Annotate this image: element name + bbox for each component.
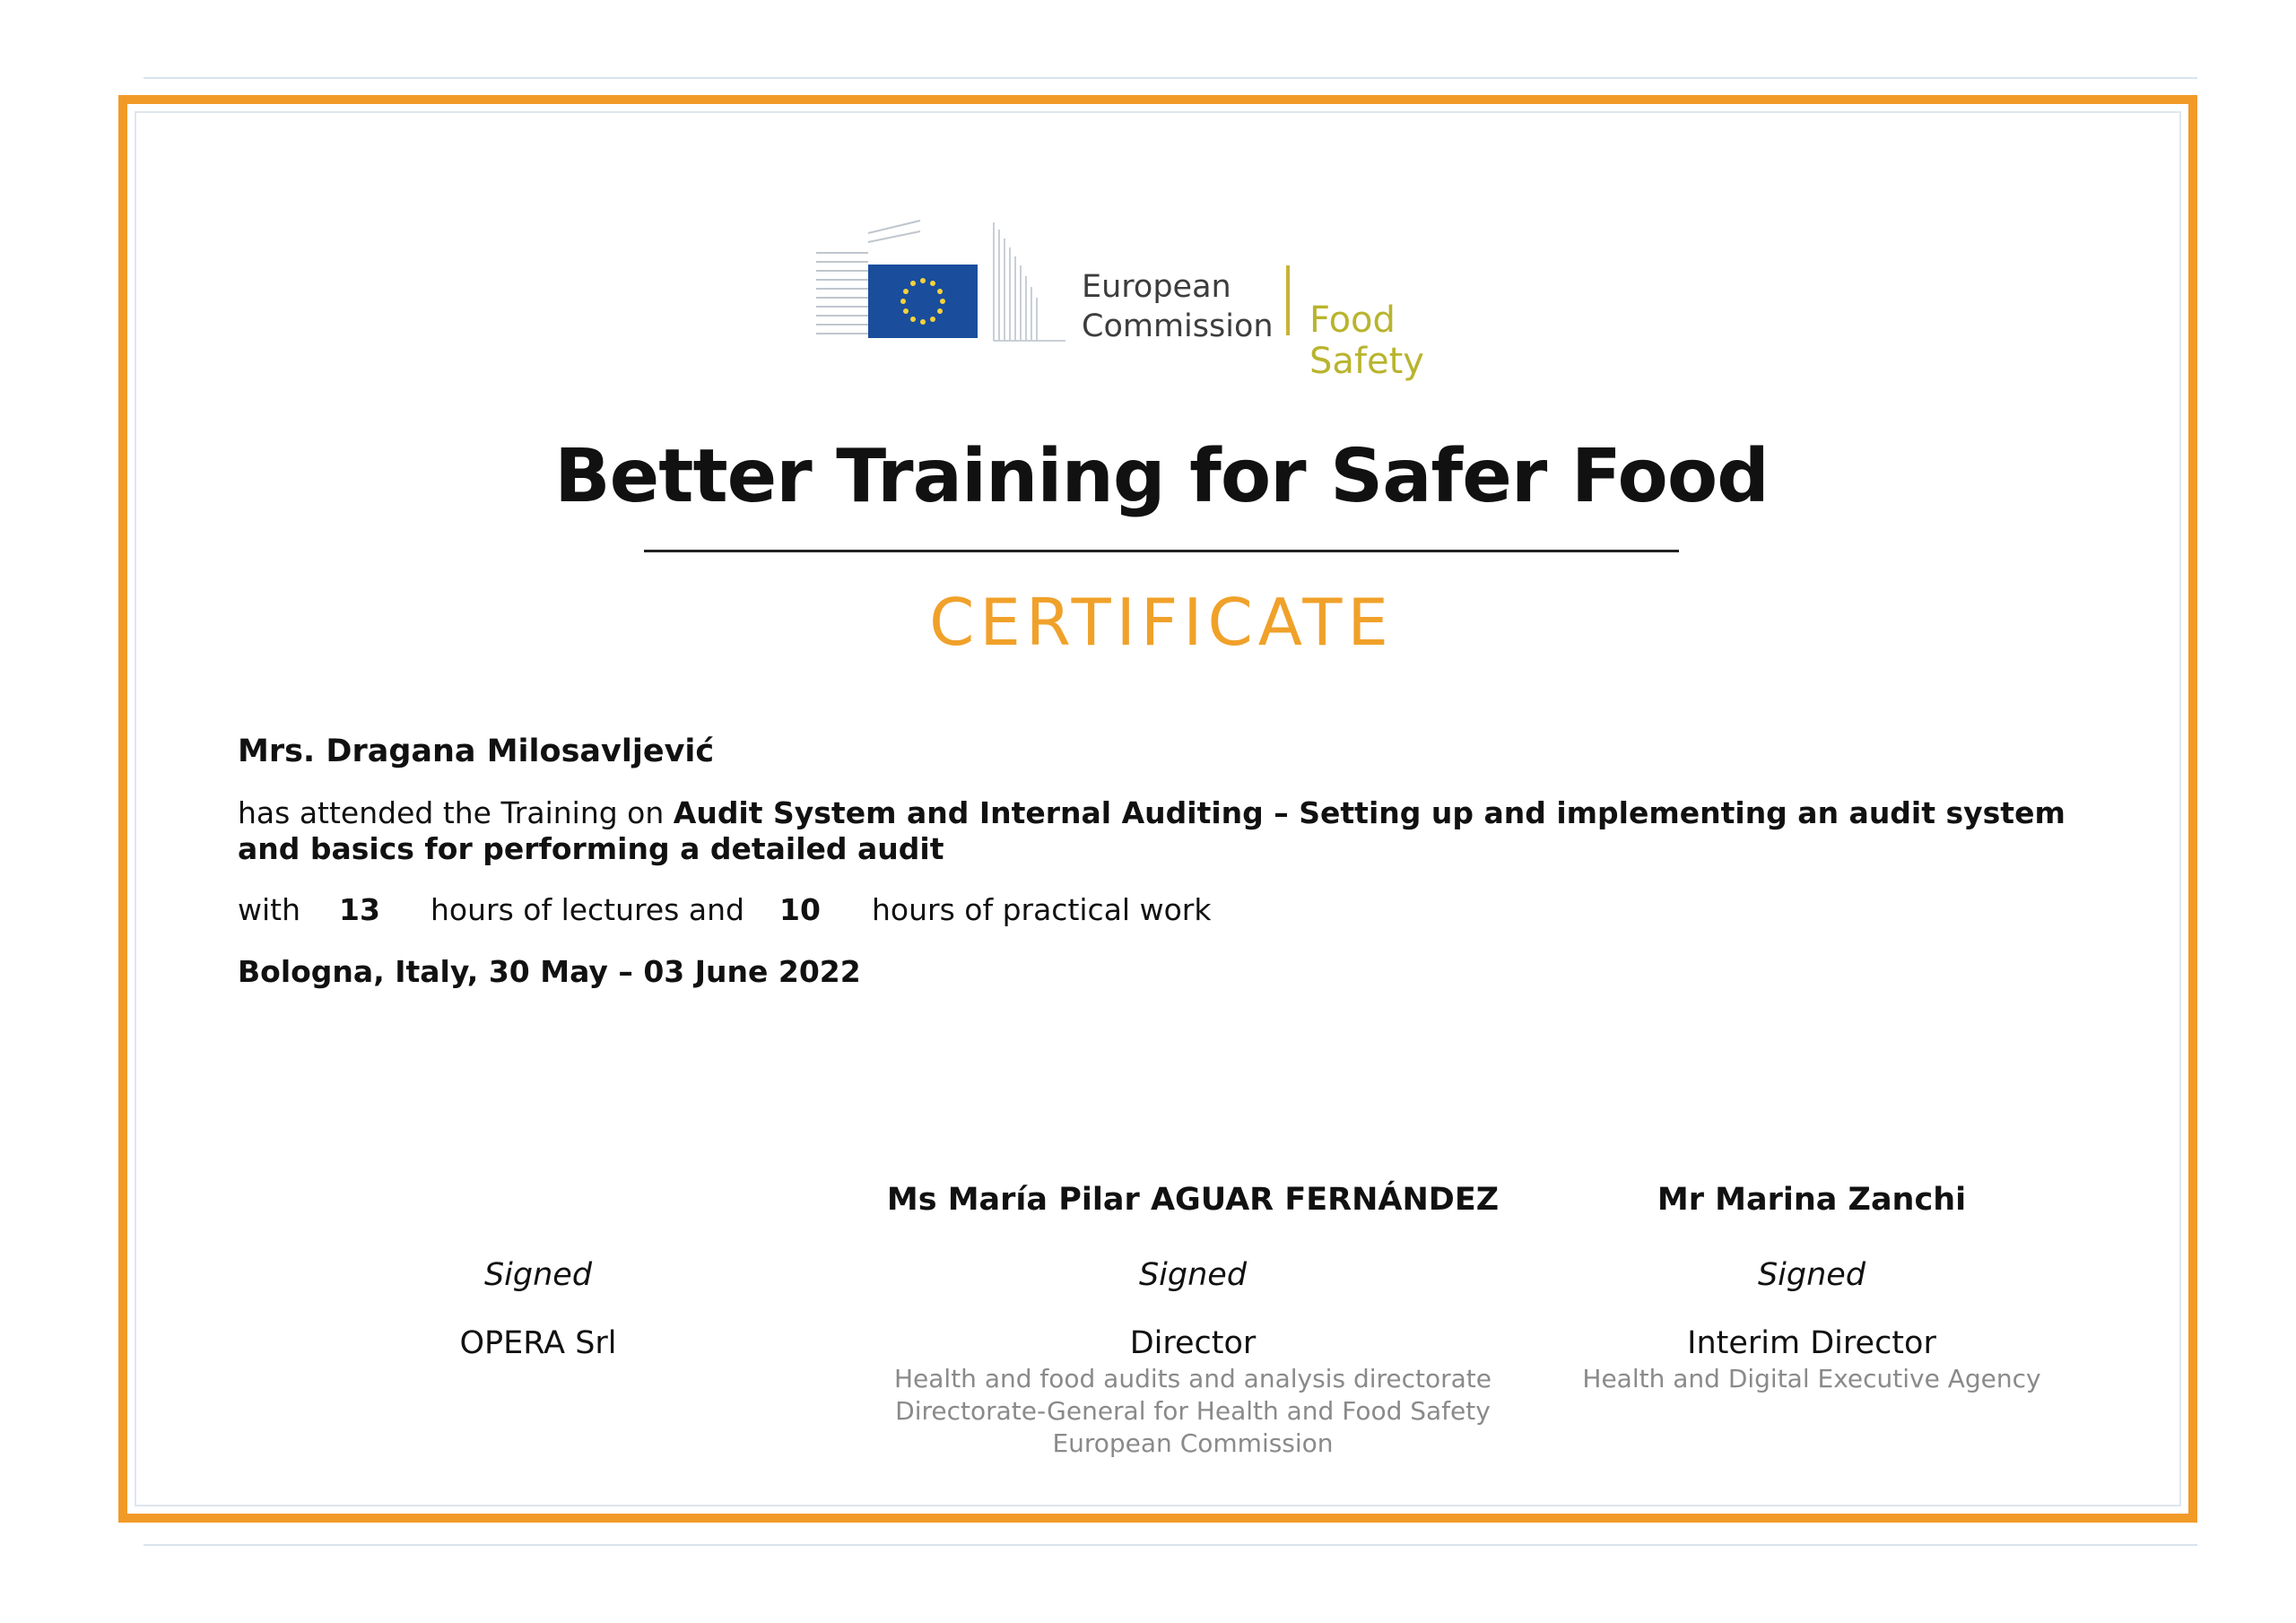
food-safety-label: Food Safety (1309, 299, 1424, 382)
signatory-role: Interim Director (1687, 1325, 1936, 1361)
practical-hours-value: 10 (779, 892, 821, 927)
signatory-name: Mr Marina Zanchi (1657, 1182, 1967, 1218)
signatory-name (269, 1182, 807, 1227)
signatory-org-line: Health and Digital Executive Agency (1582, 1364, 2041, 1393)
title-underline (644, 550, 1679, 552)
ec-food-safety-logo (814, 215, 1514, 382)
signatory-role: Director (1129, 1325, 1257, 1361)
certificate-title: Better Training for Safer Food (554, 434, 1769, 519)
ec-emblem-icon (814, 215, 1074, 350)
signatory-org-line: Directorate-General for Health and Food Safety (895, 1396, 1491, 1426)
lecture-hours-label: hours of lectures and (430, 892, 744, 927)
logo-separator (1286, 265, 1290, 335)
signatory-signed: Signed (483, 1257, 593, 1293)
place-and-date: Bologna, Italy, 30 May – 03 June 2022 (238, 954, 861, 989)
ec-wordmark (1082, 267, 1274, 346)
recipient-name: Mrs. Dragana Milosavljević (238, 733, 715, 769)
attendance-statement (238, 795, 2085, 867)
top-faint-line (144, 77, 2197, 79)
ec-wordmark-line1: European (1082, 269, 1231, 305)
signatory-role: OPERA Srl (459, 1325, 617, 1361)
signatory-org-line: Health and food audits and analysis directorate (893, 1364, 1492, 1393)
course-title: Audit System and Internal Auditing – Setting up and implementing an audit system and basics for performing a detailed audit (238, 795, 2066, 866)
bottom-faint-line (144, 1544, 2197, 1546)
signatory-name: Ms María Pilar AGUAR FERNÁNDEZ (886, 1182, 1500, 1218)
signatory-organisation (834, 1363, 1552, 1460)
attendance-prefix: has attended the Training on (238, 795, 674, 830)
hours-with-label: with (238, 892, 301, 927)
certificate-heading: CERTIFICATE (929, 585, 1394, 660)
signatory-hadea (1552, 1182, 2072, 1395)
lecture-hours-value: 13 (339, 892, 380, 927)
practical-hours-label: hours of practical work (872, 892, 1212, 927)
signatory-opera (269, 1182, 807, 1361)
signatory-signed: Signed (1138, 1257, 1248, 1293)
signatory-org-line: European Commission (1052, 1428, 1334, 1458)
ec-wordmark-line2: Commission (1082, 308, 1274, 344)
signatory-signed: Signed (1757, 1257, 1866, 1293)
signatory-organisation (1552, 1363, 2072, 1395)
signatory-dg-sante (834, 1182, 1552, 1460)
